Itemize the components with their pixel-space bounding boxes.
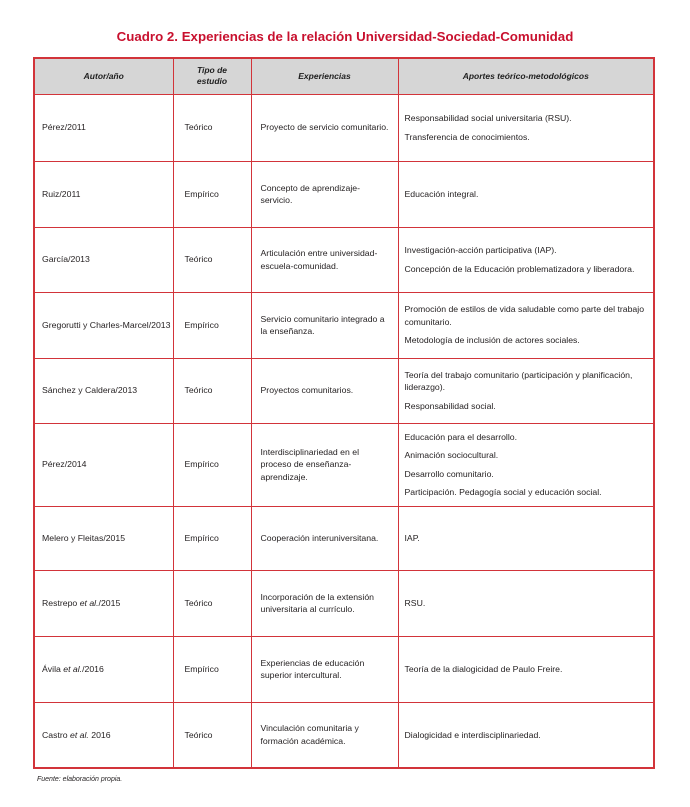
author-cell	[34, 161, 173, 227]
contribution-item: Transferencia de conocimientos.	[404, 131, 530, 142]
author-cell	[34, 506, 173, 570]
header-row	[34, 58, 654, 94]
contribution-item: Teoría de la dialogicidad de Paulo Freire.	[404, 663, 563, 674]
contributions-cell	[398, 227, 654, 292]
author-name: Castro	[42, 729, 68, 740]
author-name: Melero y Fleitas/2015	[42, 532, 126, 543]
table-row	[34, 570, 654, 636]
contributions-cell	[398, 94, 654, 161]
column-header-contributions: Aportes teórico-metodológicos	[398, 58, 654, 94]
contribution-item: Desarrollo comunitario.	[404, 468, 494, 479]
contribution-item: Promoción de estilos de vida saludable como parte del trabajo comunitario.	[404, 304, 645, 327]
author-cell	[34, 423, 173, 506]
author-cell	[34, 227, 173, 292]
contribution-item: Educación integral.	[404, 188, 479, 199]
table-row	[34, 161, 654, 227]
experience-cell: Cooperación interuniversitana.	[251, 506, 398, 570]
experience-cell: Servicio comunitario integrado a la enseñanza.	[251, 292, 398, 358]
table-row	[34, 292, 654, 358]
source-note: Fuente: elaboración propia.	[37, 776, 123, 783]
experiences-table	[33, 57, 655, 769]
author-name: Gregorutti y Charles-Marcel/2013	[42, 319, 171, 330]
contribution-item: Animación sociocultural.	[404, 450, 499, 460]
author-et-al: et al.	[79, 597, 99, 608]
study-type-cell: Teórico	[173, 227, 251, 292]
study-type-cell: Empírico	[173, 506, 251, 570]
contribution-item: Concepción de la Educación problematizadora y liberadora.	[404, 263, 635, 274]
experience-cell: Proyectos comunitarios.	[251, 358, 398, 423]
author-cell	[34, 292, 173, 358]
study-type-cell: Teórico	[173, 94, 251, 161]
table-title: Cuadro 2. Experiencias de la relación Universidad-Sociedad-Comunidad	[116, 29, 574, 44]
experience-cell: Vinculación comunitaria y formación académica.	[251, 702, 398, 768]
author-year: /2016	[82, 663, 104, 674]
author-year: /2015	[98, 597, 121, 608]
author-name: García/2013	[42, 254, 90, 265]
table-row	[34, 94, 654, 161]
table-row	[34, 506, 654, 570]
contribution-item: IAP.	[404, 532, 420, 543]
study-type-cell: Empírico	[173, 636, 251, 702]
author-et-al: et al.	[63, 663, 83, 674]
contributions-cell	[398, 358, 654, 423]
contribution-item: Investigación-acción participativa (IAP).	[404, 245, 557, 255]
column-header-experiences: Experiencias	[251, 58, 398, 94]
table-row	[34, 358, 654, 423]
study-type-cell: Empírico	[173, 423, 251, 506]
author-et-al: et al.	[70, 729, 89, 740]
contribution-item: Dialogicidad e interdisciplinariedad.	[404, 729, 541, 740]
author-cell	[34, 94, 173, 161]
contribution-item: Participación. Pedagogía social y educación social.	[404, 487, 602, 497]
experience-cell: Experiencias de educación superior intercultural.	[251, 636, 398, 702]
author-name: Sánchez y Caldera/2013	[42, 385, 138, 396]
experience-cell: Incorporación de la extensión universitaria al currículo.	[251, 570, 398, 636]
contributions-cell	[398, 702, 654, 768]
table-row	[34, 227, 654, 292]
author-cell	[34, 702, 173, 768]
author-cell	[34, 636, 173, 702]
contributions-cell	[398, 570, 654, 636]
study-type-cell: Teórico	[173, 570, 251, 636]
column-header-study-type: Tipo de estudio	[173, 58, 251, 94]
author-name: Pérez/2011	[42, 122, 86, 133]
author-name: Ruiz/2011	[42, 188, 81, 199]
table-row	[34, 423, 654, 506]
author-name: Ávila	[42, 663, 61, 674]
table-header	[34, 58, 654, 94]
table-row	[34, 702, 654, 768]
table-body	[34, 94, 654, 768]
column-header-author: Autor/año	[34, 58, 173, 94]
author-name: Restrepo	[42, 597, 78, 608]
contribution-item: RSU.	[404, 597, 426, 608]
experience-cell: Articulación entre universidad-escuela-comunidad.	[251, 227, 398, 292]
contributions-cell	[398, 161, 654, 227]
contribution-item: Responsabilidad social universitaria (RSU).	[404, 113, 572, 123]
contributions-cell	[398, 506, 654, 570]
contribution-item: Educación para el desarrollo.	[404, 431, 518, 442]
table-row	[34, 636, 654, 702]
author-year: 2016	[88, 729, 111, 740]
experience-cell: Proyecto de servicio comunitario.	[251, 94, 398, 161]
study-type-cell: Empírico	[173, 161, 251, 227]
author-cell	[34, 570, 173, 636]
study-type-cell: Teórico	[173, 358, 251, 423]
study-type-cell: Empírico	[173, 292, 251, 358]
contribution-item: Responsabilidad social.	[404, 400, 496, 411]
contribution-item: Metodología de inclusión de actores sociales.	[404, 335, 580, 346]
contributions-cell	[398, 292, 654, 358]
author-name: Pérez/2014	[42, 459, 87, 470]
experience-cell: Concepto de aprendizaje-servicio.	[251, 161, 398, 227]
study-type-cell: Teórico	[173, 702, 251, 768]
experience-cell: Interdisciplinariedad en el proceso de enseñanza-aprendizaje.	[251, 423, 398, 506]
contribution-item: Teoría del trabajo comunitario (participación y planificación, liderazgo).	[404, 369, 633, 393]
contributions-cell	[398, 636, 654, 702]
author-cell	[34, 358, 173, 423]
contributions-cell	[398, 423, 654, 506]
